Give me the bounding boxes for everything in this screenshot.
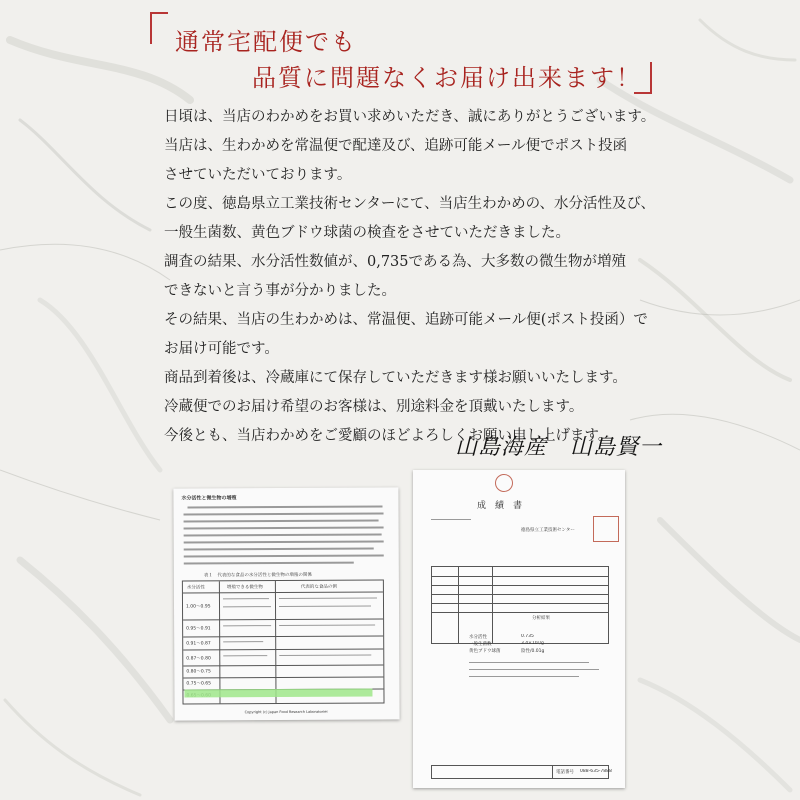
table-cell: 0.75〜0.65	[186, 681, 211, 687]
footer-value: 088-635-7888	[580, 769, 612, 774]
body-line: 一般生菌数、黄色ブドウ球菌の検査をさせていただきました。	[164, 225, 570, 241]
doc1-title: 水分活性と微生物の増殖	[181, 495, 237, 502]
table-cell: 1.00〜0.95	[186, 604, 211, 610]
result-label: 一般生菌数	[469, 642, 492, 647]
test-report-document	[413, 470, 625, 788]
message-body	[164, 103, 656, 451]
headline-bracket-top-left	[150, 12, 168, 44]
body-line: 冷蔵便でのお届け希望のお客様は、別途料金を頂戴いたします。	[164, 399, 584, 415]
table-header: 代表的な食品の例	[300, 584, 337, 590]
result-label: 水分活性	[469, 635, 487, 640]
body-line: させていただいております。	[164, 167, 352, 183]
report-footer-table	[431, 765, 612, 779]
results-header: 分析結果	[532, 616, 550, 621]
doc1-footer: Copyright (c) Japan Food Research Laboratories	[244, 709, 329, 715]
body-line: 当店は、生わかめを常温便で配達及び、追跡可能メール便でポスト投函	[164, 138, 628, 154]
result-label: 黄色ブドウ球菌	[469, 649, 501, 654]
body-line: できないと言う事が分かりました。	[164, 283, 396, 299]
body-line: 今後とも、当店わかめをご愛顧のほどよろしくお願い申し上げます。	[164, 428, 613, 444]
body-line: お届け可能です。	[164, 341, 279, 357]
table-cell: 0.87〜0.80	[186, 656, 211, 662]
body-line: 調査の結果、水分活性数値が、0,735である為、大多数の微生物が増殖	[164, 254, 627, 270]
seal-stamp	[495, 474, 513, 492]
water-activity-table	[182, 579, 385, 704]
body-line: この度、徳島県立工業技術センターにて、当店生わかめの、水分活性及び、	[164, 196, 655, 212]
body-line: 日頃は、当店のわかめをお買い求めいただき、誠にありがとうございます。	[164, 109, 656, 125]
issuer: 徳島県立工業技術センター	[521, 528, 575, 533]
headline-line-1: 通常宅配便でも	[175, 28, 357, 56]
table-cell: 0.91〜0.87	[186, 641, 211, 647]
result-value: 0.735	[521, 634, 534, 639]
result-value: 3.4×10²/g	[521, 641, 544, 646]
headline-line-2: 品質に問題なくお届け出来ます！	[252, 64, 642, 92]
footer-label: 電話番号	[556, 770, 574, 775]
highlighted-row	[184, 689, 372, 698]
table-cell: 0.80〜0.75	[186, 669, 211, 675]
table-header: 増殖できる微生物	[226, 585, 263, 591]
report-title: 成 績 書	[477, 501, 523, 511]
table-header: 水分活性	[186, 585, 205, 591]
signature: 山島海産 山島賢一	[455, 435, 663, 460]
body-line: その結果、当店の生わかめは、常温便、追跡可能メール便(ポスト投函）で	[164, 312, 648, 328]
water-activity-document	[173, 487, 399, 720]
body-line: 商品到着後は、冷蔵庫にて保存していただきます様お願いいたします。	[164, 370, 627, 386]
report-table	[431, 566, 609, 644]
table-cell: 0.95〜0.91	[186, 626, 211, 632]
official-stamp	[593, 516, 619, 542]
doc1-table-caption: 表１ 代表的な食品の水分活性と微生物の増殖の関係	[203, 572, 312, 579]
result-value: 陰性/0.01g	[521, 649, 545, 654]
